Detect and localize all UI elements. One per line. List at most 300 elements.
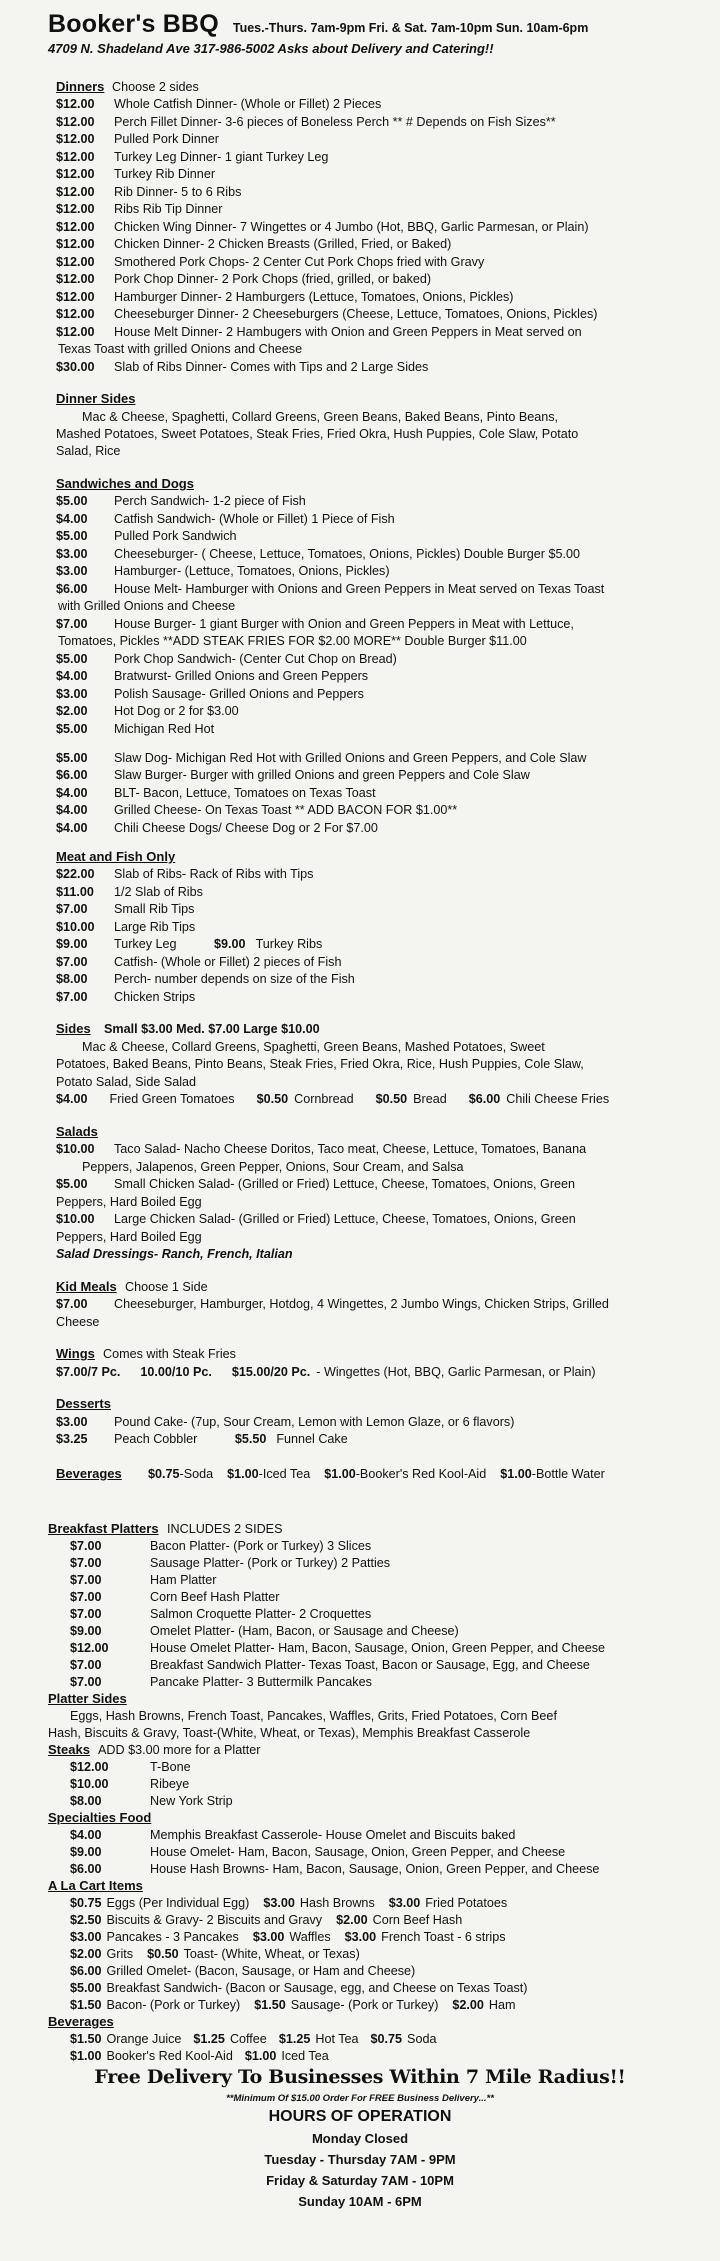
kid-meal-item — [56, 1296, 609, 1312]
breakfast-item-price: $7.00 — [70, 1539, 102, 1553]
a-la-carte-price: $3.00 — [263, 1896, 295, 1910]
breakfast-item-desc: Omelet Platter- (Ham, Bacon, or Sausage and Cheese) — [150, 1624, 459, 1638]
dinner-item — [56, 271, 431, 287]
breakfast-item-price: $7.00 — [70, 1556, 102, 1570]
salad-item-price: $5.00 — [56, 1177, 88, 1191]
salad-item-desc: Taco Salad- Nacho Cheese Doritos, Taco meat, Cheese, Lettuce, Tomatoes, Banana — [114, 1142, 587, 1156]
sandwich-item-price: $4.00 — [56, 669, 88, 683]
breakfast-item — [70, 1606, 371, 1622]
dinners-heading: Dinners — [56, 79, 105, 94]
dinner-item — [56, 306, 597, 322]
specialty-item-price: $9.00 — [70, 1845, 102, 1859]
sides-extras — [56, 1091, 609, 1107]
meat-item-desc: Perch- number depends on size of the Fish — [114, 972, 355, 986]
dinner-item-desc: House Melt Dinner- 2 Hambugers with Onion and Green Peppers in Meat served on — [114, 325, 582, 339]
steak-item-price: $12.00 — [70, 1760, 109, 1774]
meat-fish-heading: Meat and Fish Only — [56, 849, 176, 864]
beverage-desc: -Bottle Water — [531, 1467, 605, 1481]
breakfast-beverages-heading: Beverages — [48, 2014, 114, 2029]
breakfast-item — [70, 1640, 605, 1656]
menu-header — [48, 10, 588, 39]
sides-heading: Sides — [56, 1021, 91, 1036]
specialties-heading: Specialties Food — [48, 1810, 152, 1825]
sandwich-item-price: $4.00 — [56, 821, 88, 835]
breakfast-beverage-price: $1.50 — [70, 2032, 102, 2046]
dessert-item-extra-price: $5.50 — [234, 1432, 267, 1446]
breakfast-item-desc: Bacon Platter- (Pork or Turkey) 3 Slices — [150, 1539, 372, 1553]
sandwich-item-price: $5.00 — [56, 722, 88, 736]
dessert-item-extra-desc: Funnel Cake — [276, 1432, 348, 1446]
breakfast-item-price: $12.00 — [70, 1641, 109, 1655]
breakfast-heading: Breakfast Platters — [48, 1521, 159, 1536]
specialty-item-desc: House Omelet- Ham, Bacon, Sausage, Onion, Green Pepper, and Cheese — [150, 1845, 566, 1859]
a-la-carte-desc: Sausage- (Pork or Turkey) — [290, 1998, 439, 2012]
sandwich-item — [56, 493, 306, 509]
dinner-item-desc: Smothered Pork Chops- 2 Center Cut Pork Chops fried with Gravy — [114, 255, 485, 269]
a-la-carte-desc: Waffles — [289, 1930, 331, 1944]
breakfast-beverage-desc: Soda — [407, 2032, 437, 2046]
a-la-carte-heading: A La Cart Items — [48, 1878, 143, 1893]
dinner-item-desc: Slab of Ribs Dinner- Comes with Tips and 2 Large Sides — [114, 360, 429, 374]
breakfast-item-price: $7.00 — [70, 1573, 102, 1587]
sandwich-item-desc: House Burger- 1 giant Burger with Onion and Green Peppers in Meat with Lettuce, — [114, 617, 574, 631]
salad-item — [56, 1176, 575, 1192]
address-line: 4709 N. Shadeland Ave 317-986-5002 Asks about Delivery and Catering!! — [48, 41, 494, 56]
meat-item — [56, 989, 195, 1005]
wings-note: Comes with Steak Fries — [103, 1347, 236, 1361]
hours-line: Friday & Saturday 7AM - 10PM — [266, 2173, 454, 2188]
specialty-item — [70, 1827, 515, 1843]
dinner-item — [56, 166, 215, 182]
dinner-sides-line: Salad, Rice — [56, 444, 121, 458]
sandwich-item — [56, 686, 364, 702]
breakfast-item — [70, 1572, 217, 1588]
dinner-item — [56, 254, 484, 270]
steaks-heading: Steaks — [48, 1742, 90, 1757]
breakfast-beverage-row — [70, 2031, 436, 2047]
sandwich-item-desc: Catfish Sandwich- (Whole or Fillet) 1 Piece of Fish — [114, 512, 395, 526]
a-la-carte-price: $3.00 — [388, 1896, 421, 1910]
beverage-price: $0.75 — [148, 1467, 180, 1481]
sandwich-item — [56, 528, 237, 544]
sandwich-item — [56, 546, 580, 562]
dinner-item — [56, 289, 513, 305]
meat-item-desc: Small Rib Tips — [114, 902, 195, 916]
sandwich-item-price: $5.00 — [56, 494, 88, 508]
specialty-item-desc: Memphis Breakfast Casserole- House Omelet and Biscuits baked — [150, 1828, 516, 1842]
dessert-item-desc: Pound Cake- (7up, Sour Cream, Lemon with Lemon Glaze, or 6 flavors) — [114, 1415, 515, 1429]
meat-item-price: $7.00 — [56, 955, 88, 969]
breakfast-item-desc: Pancake Platter- 3 Buttermilk Pancakes — [150, 1675, 372, 1689]
kid-meal-line: Cheese — [56, 1315, 100, 1329]
steak-item — [70, 1793, 233, 1809]
dessert-item-price: $3.25 — [56, 1432, 88, 1446]
sandwich-item-price: $5.00 — [56, 751, 88, 765]
sandwich-item — [56, 721, 214, 737]
steak-item-price: $8.00 — [70, 1794, 102, 1808]
kid-meals-heading: Kid Meals — [56, 1279, 117, 1294]
steak-item-desc: New York Strip — [150, 1794, 233, 1808]
dinner-sides-heading: Dinner Sides — [56, 391, 136, 406]
sandwich-item-price: $3.00 — [56, 687, 88, 701]
dinner-item-price: $12.00 — [56, 132, 95, 146]
platter-sides-line: Hash, Biscuits & Gravy, Toast-(White, Wheat, or Texas), Memphis Breakfast Casserole — [48, 1726, 531, 1740]
sandwich-item-price: $4.00 — [56, 803, 88, 817]
steaks-note: ADD $3.00 more for a Platter — [98, 1743, 261, 1757]
side-extra-price: $0.50 — [256, 1092, 289, 1106]
dinner-item — [56, 114, 556, 130]
dinner-item-desc: Pulled Pork Dinner — [114, 132, 219, 146]
sandwich-item-desc: Polish Sausage- Grilled Onions and Peppers — [114, 687, 364, 701]
steak-item-price: $10.00 — [70, 1777, 109, 1791]
sandwich-item — [56, 511, 395, 527]
salad-item — [56, 1141, 586, 1157]
dinner-item — [56, 201, 223, 217]
a-la-carte-desc: Hash Browns — [299, 1896, 375, 1910]
a-la-carte-desc: Eggs (Per Individual Egg) — [106, 1896, 250, 1910]
dinner-item-desc: Rib Dinner- 5 to 6 Ribs — [114, 185, 242, 199]
breakfast-item-desc: Sausage Platter- (Pork or Turkey) 2 Patties — [150, 1556, 391, 1570]
breakfast-item-desc: House Omelet Platter- Ham, Bacon, Sausage, Onion, Green Pepper, and Cheese — [150, 1641, 606, 1655]
kid-meal-price: $7.00 — [56, 1297, 88, 1311]
meat-item-price: $7.00 — [56, 902, 88, 916]
hours-line: Monday Closed — [311, 2131, 409, 2146]
a-la-carte-row — [70, 1980, 528, 1996]
breakfast-beverage-desc: Iced Tea — [281, 2049, 329, 2063]
dessert-item-desc: Peach Cobbler — [114, 1432, 198, 1446]
wing-price: 10.00/10 Pc. — [140, 1365, 212, 1379]
sandwich-item-price: $6.00 — [56, 768, 88, 782]
sandwich-item — [56, 668, 368, 684]
wings-prices — [56, 1364, 596, 1380]
dinner-sides-line: Mashed Potatoes, Sweet Potatoes, Steak Fries, Fried Okra, Hush Puppies, Cole Slaw, Potato — [56, 427, 579, 441]
hours-title: HOURS OF OPERATION — [268, 2108, 452, 2125]
breakfast-item-desc: Corn Beef Hash Platter — [150, 1590, 280, 1604]
dinner-item-desc: Turkey Leg Dinner- 1 giant Turkey Leg — [114, 150, 329, 164]
salad-item-price: $10.00 — [56, 1212, 95, 1226]
breakfast-item-price: $7.00 — [70, 1590, 102, 1604]
beverage-price: $1.00 — [324, 1467, 356, 1481]
a-la-carte-row — [70, 1963, 415, 1979]
sandwiches-heading: Sandwiches and Dogs — [56, 476, 194, 491]
steak-item — [70, 1759, 191, 1775]
sides-line: Mac & Cheese, Collard Greens, Spaghetti, Green Beans, Mashed Potatoes, Sweet — [82, 1040, 545, 1054]
meat-item-price: $22.00 — [56, 867, 95, 881]
a-la-carte-price: $1.50 — [70, 1998, 102, 2012]
sandwich-item — [56, 750, 587, 766]
a-la-carte-desc: Biscuits & Gravy- 2 Biscuits and Gravy — [106, 1913, 323, 1927]
dinner-item-price: $12.00 — [56, 255, 95, 269]
dinner-item — [56, 96, 381, 112]
meat-item — [56, 954, 341, 970]
hours-line: Tuesday - Thursday 7AM - 9PM — [264, 2152, 456, 2167]
breakfast-item-price: $9.00 — [70, 1624, 102, 1638]
dinner-item-price: $12.00 — [56, 167, 95, 181]
specialty-item-price: $4.00 — [70, 1828, 102, 1842]
dinners-note: Choose 2 sides — [112, 80, 199, 94]
dinner-item-price: $12.00 — [56, 150, 95, 164]
restaurant-title: Booker's BBQ — [48, 10, 219, 38]
breakfast-item — [70, 1538, 371, 1554]
side-extra-desc: Chili Cheese Fries — [506, 1092, 610, 1106]
beverages-row — [148, 1466, 605, 1482]
a-la-carte-row — [70, 1912, 462, 1928]
sandwich-item-price: $7.00 — [56, 617, 88, 631]
dessert-item — [56, 1414, 514, 1430]
breakfast-item-desc: Ham Platter — [150, 1573, 217, 1587]
breakfast-item-price: $7.00 — [70, 1607, 102, 1621]
platter-sides-line: Eggs, Hash Browns, French Toast, Pancakes, Waffles, Grits, Fried Potatoes, Corn Beef — [70, 1709, 557, 1723]
side-extra-desc: Cornbread — [294, 1092, 354, 1106]
a-la-carte-desc: Fried Potatoes — [425, 1896, 508, 1910]
a-la-carte-desc: French Toast - 6 strips — [381, 1930, 506, 1944]
a-la-carte-price: $2.00 — [70, 1947, 102, 1961]
sandwich-item — [56, 703, 239, 719]
sandwich-item-price: $4.00 — [56, 512, 88, 526]
meat-item — [56, 919, 195, 935]
dessert-item-price: $3.00 — [56, 1415, 88, 1429]
breakfast-item — [70, 1657, 590, 1673]
beverage-desc: -Booker's Red Kool-Aid — [355, 1467, 487, 1481]
breakfast-beverage-desc: Hot Tea — [315, 2032, 359, 2046]
breakfast-beverage-price: $1.25 — [193, 2032, 225, 2046]
sandwich-item — [56, 616, 574, 632]
dinner-item-desc: Turkey Rib Dinner — [114, 167, 216, 181]
platter-sides-heading: Platter Sides — [48, 1691, 127, 1706]
a-la-carte-row — [70, 1895, 507, 1911]
meat-item — [56, 971, 355, 987]
sandwich-item-desc: Tomatoes, Pickles **ADD STEAK FRIES FOR $2.00 MORE** Double Burger $11.00 — [58, 634, 527, 648]
sandwich-item-desc: Pulled Pork Sandwich — [114, 529, 237, 543]
meat-item-desc: Catfish- (Whole or Fillet) 2 pieces of Fish — [114, 955, 342, 969]
dinner-item — [56, 131, 219, 147]
sandwich-item — [56, 820, 378, 836]
sandwich-item-price: $3.00 — [56, 547, 88, 561]
dinner-item-desc: Chicken Dinner- 2 Chicken Breasts (Grilled, Fried, or Baked) — [114, 237, 452, 251]
beverages-heading: Beverages — [56, 1466, 122, 1481]
dinner-item-desc: Ribs Rib Tip Dinner — [114, 202, 223, 216]
side-extra-desc: Fried Green Tomatoes — [109, 1092, 235, 1106]
sandwich-item-desc: Hamburger- (Lettuce, Tomatoes, Onions, Pickles) — [114, 564, 390, 578]
meat-item-desc: Slab of Ribs- Rack of Ribs with Tips — [114, 867, 314, 881]
a-la-carte-desc: Pancakes - 3 Pancakes — [106, 1930, 239, 1944]
beverage-price: $1.00 — [500, 1467, 532, 1481]
sandwich-item-price: $6.00 — [56, 582, 88, 596]
specialty-item-price: $6.00 — [70, 1862, 102, 1876]
kid-meal-desc: Cheeseburger, Hamburger, Hotdog, 4 Wingettes, 2 Jumbo Wings, Chicken Strips, Grilled — [114, 1297, 609, 1311]
sandwich-item-desc: Cheeseburger- ( Cheese, Lettuce, Tomatoes, Onions, Pickles) Double Burger $5.00 — [114, 547, 580, 561]
a-la-carte-row — [70, 1946, 360, 1962]
header-hours: Tues.-Thurs. 7am-9pm Fri. & Sat. 7am-10pm Sun. 10am-6pm — [232, 21, 589, 35]
a-la-carte-price: $2.50 — [70, 1913, 102, 1927]
meat-item-price: $9.00 — [56, 937, 88, 951]
breakfast-note: INCLUDES 2 SIDES — [167, 1522, 283, 1536]
meat-item-desc: 1/2 Slab of Ribs — [114, 885, 203, 899]
breakfast-beverage-desc: Booker's Red Kool-Aid — [106, 2049, 233, 2063]
breakfast-beverage-desc: Orange Juice — [106, 2032, 182, 2046]
sandwich-item-desc: Hot Dog or 2 for $3.00 — [114, 704, 239, 718]
salad-dressings: Salad Dressings- Ranch, French, Italian — [56, 1247, 293, 1261]
sandwich-item — [58, 598, 235, 614]
meat-item — [56, 901, 194, 917]
dinner-item — [56, 236, 451, 252]
dinner-item-price: $12.00 — [56, 97, 95, 111]
dinner-item-price: $12.00 — [56, 185, 95, 199]
breakfast-item-price: $7.00 — [70, 1675, 102, 1689]
sandwich-item-price: $4.00 — [56, 786, 88, 800]
a-la-carte-price: $1.50 — [254, 1998, 286, 2012]
sandwich-item — [56, 785, 376, 801]
sandwich-item-desc: Slaw Burger- Burger with grilled Onions and green Peppers and Cole Slaw — [114, 768, 530, 782]
sandwich-item — [56, 802, 457, 818]
dinner-item-desc: Chicken Wing Dinner- 7 Wingettes or 4 Jumbo (Hot, BBQ, Garlic Parmesan, or Plain) — [114, 220, 589, 234]
sides-line: Potatoes, Baked Beans, Pinto Beans, Steak Fries, Fried Okra, Rice, Hush Puppies, Cole Slaw, — [56, 1057, 584, 1071]
sandwich-item-desc: Grilled Cheese- On Texas Toast ** ADD BACON FOR $1.00** — [114, 803, 458, 817]
a-la-carte-price: $2.00 — [452, 1998, 484, 2012]
dinner-item-price: $12.00 — [56, 202, 95, 216]
breakfast-beverage-price: $1.00 — [70, 2049, 102, 2063]
salad-item-desc: Peppers, Jalapenos, Green Pepper, Onions, Sour Cream, and Salsa — [82, 1160, 464, 1174]
dinner-item-desc: Pork Chop Dinner- 2 Pork Chops (fried, grilled, or baked) — [114, 272, 432, 286]
sandwich-item-price: $3.00 — [56, 564, 88, 578]
breakfast-item-desc: Salmon Croquette Platter- 2 Croquettes — [150, 1607, 372, 1621]
breakfast-beverage-desc: Coffee — [229, 2032, 267, 2046]
a-la-carte-desc: Grits — [106, 1947, 134, 1961]
side-extra-price: $0.50 — [375, 1092, 408, 1106]
wing-price: $15.00/20 Pc. — [231, 1365, 311, 1379]
side-extra-price: $6.00 — [468, 1092, 501, 1106]
dinner-item — [56, 359, 428, 375]
a-la-carte-price: $3.00 — [70, 1930, 102, 1944]
meat-item-extra-price: $9.00 — [214, 937, 246, 951]
wings-desc: - Wingettes (Hot, BBQ, Garlic Parmesan, or Plain) — [316, 1365, 596, 1379]
sandwich-item-desc: with Grilled Onions and Cheese — [58, 599, 236, 613]
sandwich-item — [56, 563, 390, 579]
sandwich-item-desc: House Melt- Hamburger with Onions and Green Peppers in Meat served on Texas Toast — [114, 582, 605, 596]
dinner-item-price: $12.00 — [56, 307, 95, 321]
a-la-carte-desc: Corn Beef Hash — [372, 1913, 463, 1927]
a-la-carte-row — [70, 1929, 506, 1945]
dinner-item-desc: Whole Catfish Dinner- (Whole or Fillet) 2 Pieces — [114, 97, 382, 111]
a-la-carte-desc: Toast- (White, Wheat, or Texas) — [183, 1947, 360, 1961]
sandwich-item-price: $2.00 — [56, 704, 88, 718]
dinner-item — [56, 184, 241, 200]
salad-item — [56, 1211, 576, 1227]
sandwich-item-desc: Bratwurst- Grilled Onions and Green Peppers — [114, 669, 369, 683]
a-la-carte-price: $3.00 — [344, 1930, 377, 1944]
breakfast-beverage-price: $1.00 — [244, 2049, 277, 2063]
a-la-carte-row — [70, 1997, 516, 2013]
dinner-item — [58, 341, 302, 357]
desserts-heading: Desserts — [56, 1396, 111, 1411]
a-la-carte-price: $5.00 — [70, 1981, 102, 1995]
steak-item — [70, 1776, 189, 1792]
side-extra-desc: Bread — [413, 1092, 447, 1106]
salad-item-price: $10.00 — [56, 1142, 95, 1156]
breakfast-beverage-price: $1.25 — [278, 2032, 311, 2046]
dessert-item — [56, 1431, 348, 1447]
salad-item-desc: Small Chicken Salad- (Grilled or Fried) Lettuce, Cheese, Tomatoes, Onions, Green — [114, 1177, 576, 1191]
a-la-carte-desc: Grilled Omelet- (Bacon, Sausage, or Ham and Cheese) — [106, 1964, 416, 1978]
dinner-item-price: $12.00 — [56, 237, 95, 251]
dinner-item-price: $12.00 — [56, 220, 95, 234]
a-la-carte-desc: Breakfast Sandwich- (Bacon or Sausage, egg, and Cheese on Texas Toast) — [106, 1981, 528, 1995]
sandwich-item — [56, 651, 397, 667]
dinner-item — [56, 149, 328, 165]
meat-item-desc: Large Rib Tips — [114, 920, 196, 934]
salad-item-desc: Large Chicken Salad- (Grilled or Fried) Lettuce, Cheese, Tomatoes, Onions, Green — [114, 1212, 576, 1226]
side-extra-price: $4.00 — [56, 1092, 88, 1106]
salad-item-desc: Peppers, Hard Boiled Egg — [56, 1195, 202, 1209]
sides-sizes: Small $3.00 Med. $7.00 Large $10.00 — [104, 1022, 320, 1036]
sandwich-item-desc: Slaw Dog- Michigan Red Hot with Grilled Onions and Green Peppers, and Cole Slaw — [114, 751, 587, 765]
meat-item-price: $11.00 — [56, 885, 94, 899]
meat-item — [56, 866, 313, 882]
dinner-item-price: $12.00 — [56, 290, 95, 304]
dinner-item — [56, 219, 589, 235]
salads-heading: Salads — [56, 1124, 98, 1139]
a-la-carte-price: $0.50 — [147, 1947, 179, 1961]
breakfast-beverage-price: $0.75 — [370, 2032, 403, 2046]
sandwich-item-desc: Pork Chop Sandwich- (Center Cut Chop on Bread) — [114, 652, 397, 666]
meat-item-desc: Chicken Strips — [114, 990, 196, 1004]
breakfast-beverage-row — [70, 2048, 329, 2064]
sandwich-item — [58, 633, 527, 649]
hours-line: Sunday 10AM - 6PM — [298, 2194, 422, 2209]
sandwich-item-price: $5.00 — [56, 652, 88, 666]
dinner-item — [56, 324, 582, 340]
dinner-item-price: $12.00 — [56, 272, 95, 286]
a-la-carte-desc: Ham — [488, 1998, 516, 2012]
breakfast-item-price: $7.00 — [70, 1658, 102, 1672]
meat-item — [56, 936, 322, 952]
a-la-carte-price: $0.75 — [70, 1896, 102, 1910]
specialty-item — [70, 1844, 565, 1860]
beverage-desc: -Soda — [179, 1467, 214, 1481]
dinner-item-price: $30.00 — [56, 360, 95, 374]
meat-item-price: $10.00 — [56, 920, 95, 934]
sandwich-item — [56, 581, 604, 597]
breakfast-item — [70, 1674, 372, 1690]
beverage-price: $1.00 — [227, 1467, 259, 1481]
sides-line: Potato Salad, Side Salad — [56, 1075, 197, 1089]
delivery-minimum: **Minimum Of $15.00 Order For FREE Business Delivery...** — [226, 2093, 494, 2104]
wing-price: $7.00/7 Pc. — [56, 1365, 121, 1379]
meat-item-extra-desc: Turkey Ribs — [255, 937, 323, 951]
steak-item-desc: T-Bone — [150, 1760, 191, 1774]
dinner-item-price: $12.00 — [56, 325, 95, 339]
sandwich-item — [56, 767, 530, 783]
dinner-item-desc: Texas Toast with grilled Onions and Cheese — [58, 342, 303, 356]
dinner-item-desc: Perch Fillet Dinner- 3-6 pieces of Boneless Perch ** # Depends on Fish Sizes** — [114, 115, 556, 129]
dinner-item-desc: Hamburger Dinner- 2 Hamburgers (Lettuce, Tomatoes, Onions, Pickles) — [114, 290, 514, 304]
sandwich-item-desc: BLT- Bacon, Lettuce, Tomatoes on Texas Toast — [114, 786, 376, 800]
a-la-carte-price: $3.00 — [252, 1930, 285, 1944]
a-la-carte-price: $6.00 — [70, 1964, 102, 1978]
dinner-item-desc: Cheeseburger Dinner- 2 Cheeseburgers (Cheese, Lettuce, Tomatoes, Onions, Pickles) — [114, 307, 598, 321]
meat-item-price: $7.00 — [56, 990, 88, 1004]
a-la-carte-desc: Bacon- (Pork or Turkey) — [106, 1998, 241, 2012]
breakfast-item — [70, 1623, 459, 1639]
dinner-sides-line: Mac & Cheese, Spaghetti, Collard Greens, Green Beans, Baked Beans, Pinto Beans, — [82, 410, 559, 424]
meat-item-desc: Turkey Leg — [114, 937, 177, 951]
kid-meals-note: Choose 1 Side — [125, 1280, 208, 1294]
beverage-desc: -Iced Tea — [258, 1467, 311, 1481]
wings-heading: Wings — [56, 1346, 95, 1361]
breakfast-item — [70, 1555, 390, 1571]
free-delivery-banner: Free Delivery To Businesses Within 7 Mile Radius!! — [94, 2066, 626, 2088]
sandwich-item-desc: Michigan Red Hot — [114, 722, 215, 736]
